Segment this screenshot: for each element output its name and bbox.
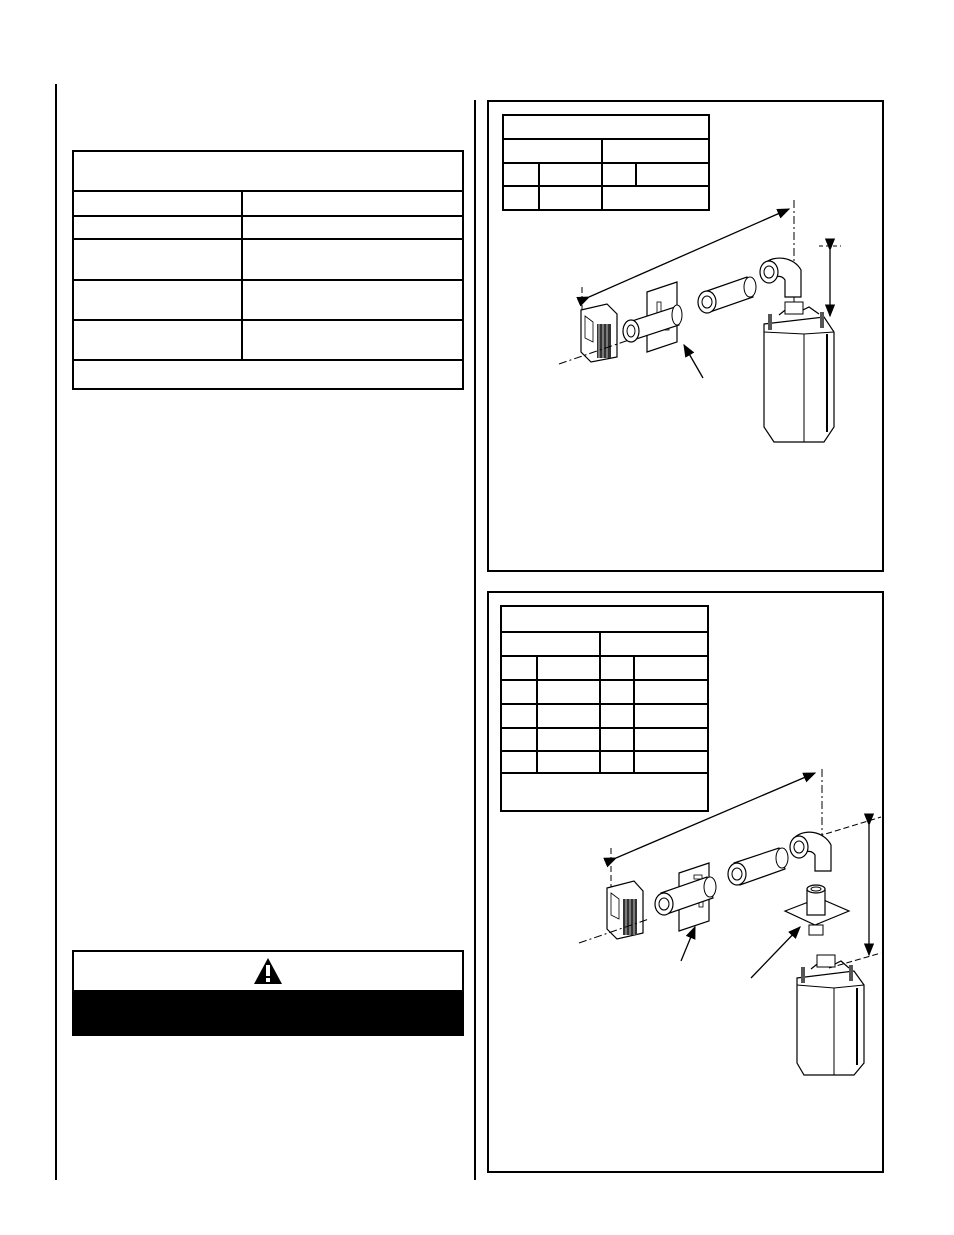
part-leader-arrow bbox=[681, 927, 695, 961]
ceiling-firestop bbox=[785, 885, 849, 935]
fireplace-appliance bbox=[764, 302, 834, 442]
vent-table-column-divider bbox=[241, 192, 243, 359]
termination-cap bbox=[581, 304, 617, 362]
vent-elbow bbox=[760, 258, 801, 297]
straight-vent-section bbox=[728, 848, 788, 885]
part-leader-arrow bbox=[751, 927, 800, 978]
vent-table-row-divider bbox=[74, 319, 462, 321]
warning-header bbox=[74, 952, 462, 990]
fireplace-appliance bbox=[797, 955, 864, 1075]
horizontal-run-dimension bbox=[589, 209, 789, 297]
left-column-rule bbox=[55, 84, 57, 1180]
part-leader-arrow bbox=[684, 345, 703, 378]
horizontal-run-dimension bbox=[616, 773, 815, 858]
figure-1-box bbox=[487, 100, 884, 572]
warning-body bbox=[74, 990, 462, 1036]
center-column-rule bbox=[474, 100, 476, 1180]
vent-elbow bbox=[790, 832, 831, 871]
vent-specification-table bbox=[72, 150, 464, 390]
vent-table-row-divider bbox=[74, 238, 462, 240]
vent-table-row-divider bbox=[74, 279, 462, 281]
figure-1-vent-drawing bbox=[489, 102, 886, 574]
vent-table-title-row bbox=[74, 152, 462, 192]
termination-cap bbox=[607, 881, 643, 939]
figure-2-box bbox=[487, 591, 884, 1173]
vent-table-row-divider bbox=[74, 359, 462, 361]
figure-2-vent-drawing bbox=[489, 593, 886, 1175]
dimension-extension bbox=[829, 953, 881, 968]
straight-vent-section bbox=[698, 277, 756, 313]
warning-triangle-icon bbox=[253, 957, 283, 985]
warning-box bbox=[72, 950, 464, 1036]
vent-table-row-divider bbox=[74, 215, 462, 217]
